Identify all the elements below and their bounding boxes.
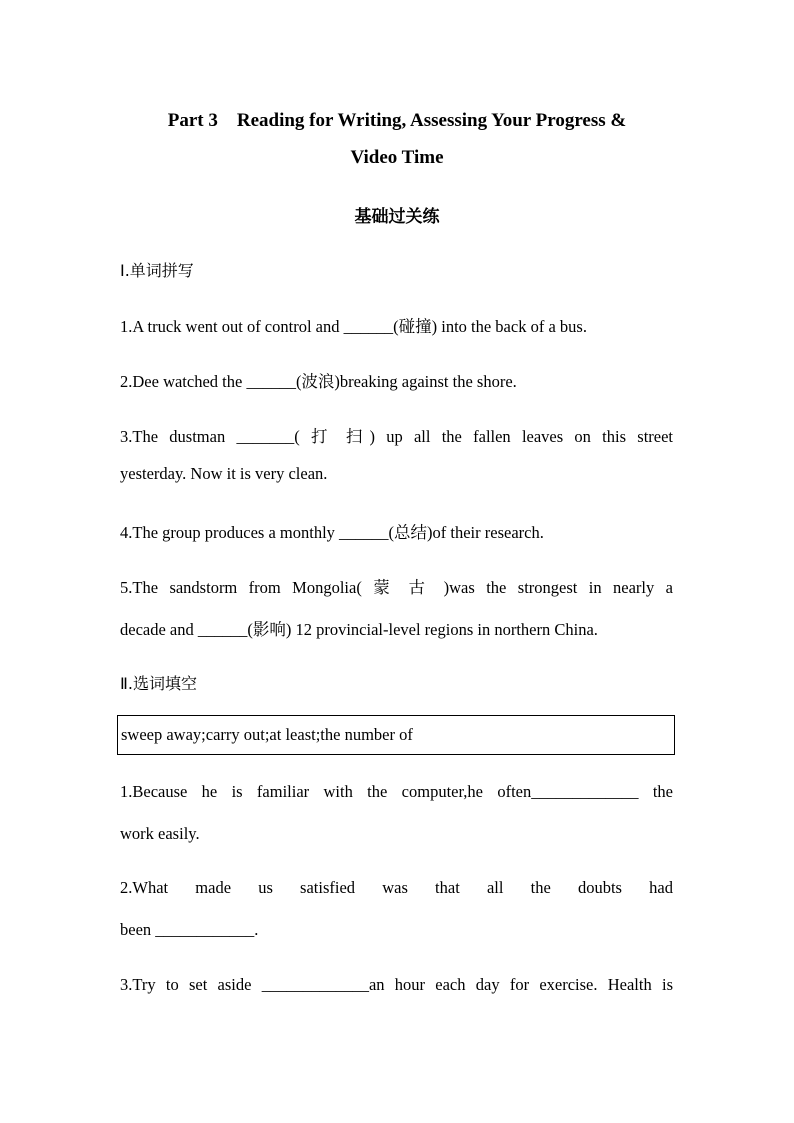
s2-question-3-line1: 3.Try to set aside _____________an hour each day for exercise. Health is [120, 975, 673, 994]
s1-question-5-line1: 5.The sandstorm from Mongolia( 蒙 古 )was the strongest in nearly a [120, 578, 673, 597]
s2-question-1-line2: work easily. [120, 824, 200, 843]
section1-heading: Ⅰ.单词拼写 [120, 261, 194, 280]
s1-question-3-line2: yesterday. Now it is very clean. [120, 464, 328, 483]
s1-question-2: 2.Dee watched the ______(波浪)breaking against the shore. [120, 372, 517, 391]
s1-question-1: 1.A truck went out of control and ______(碰撞) into the back of a bus. [120, 317, 587, 336]
page-subtitle: 基础过关练 [354, 207, 440, 227]
word-bank-box: sweep away;carry out;at least;the number of [117, 715, 675, 755]
section2-heading: Ⅱ.选词填空 [120, 674, 197, 693]
s2-question-2-line2: been ____________. [120, 920, 259, 939]
page-title-line1: Part 3 Reading for Writing, Assessing Your Progress & [167, 110, 627, 131]
s2-question-1-line1: 1.Because he is familiar with the computer,he often_____________ the [120, 782, 673, 801]
s1-question-4: 4.The group produces a monthly ______(总结)of their research. [120, 523, 544, 542]
s1-question-3-line1: 3.The dustman _______( 打 扫) up all the fallen leaves on this street [120, 427, 673, 446]
s2-question-2-line1: 2.What made us satisfied was that all the doubts had [120, 878, 673, 897]
s1-question-5-line2: decade and ______(影响) 12 provincial-level regions in northern China. [120, 620, 598, 639]
page-title-line2: Video Time [350, 147, 444, 168]
